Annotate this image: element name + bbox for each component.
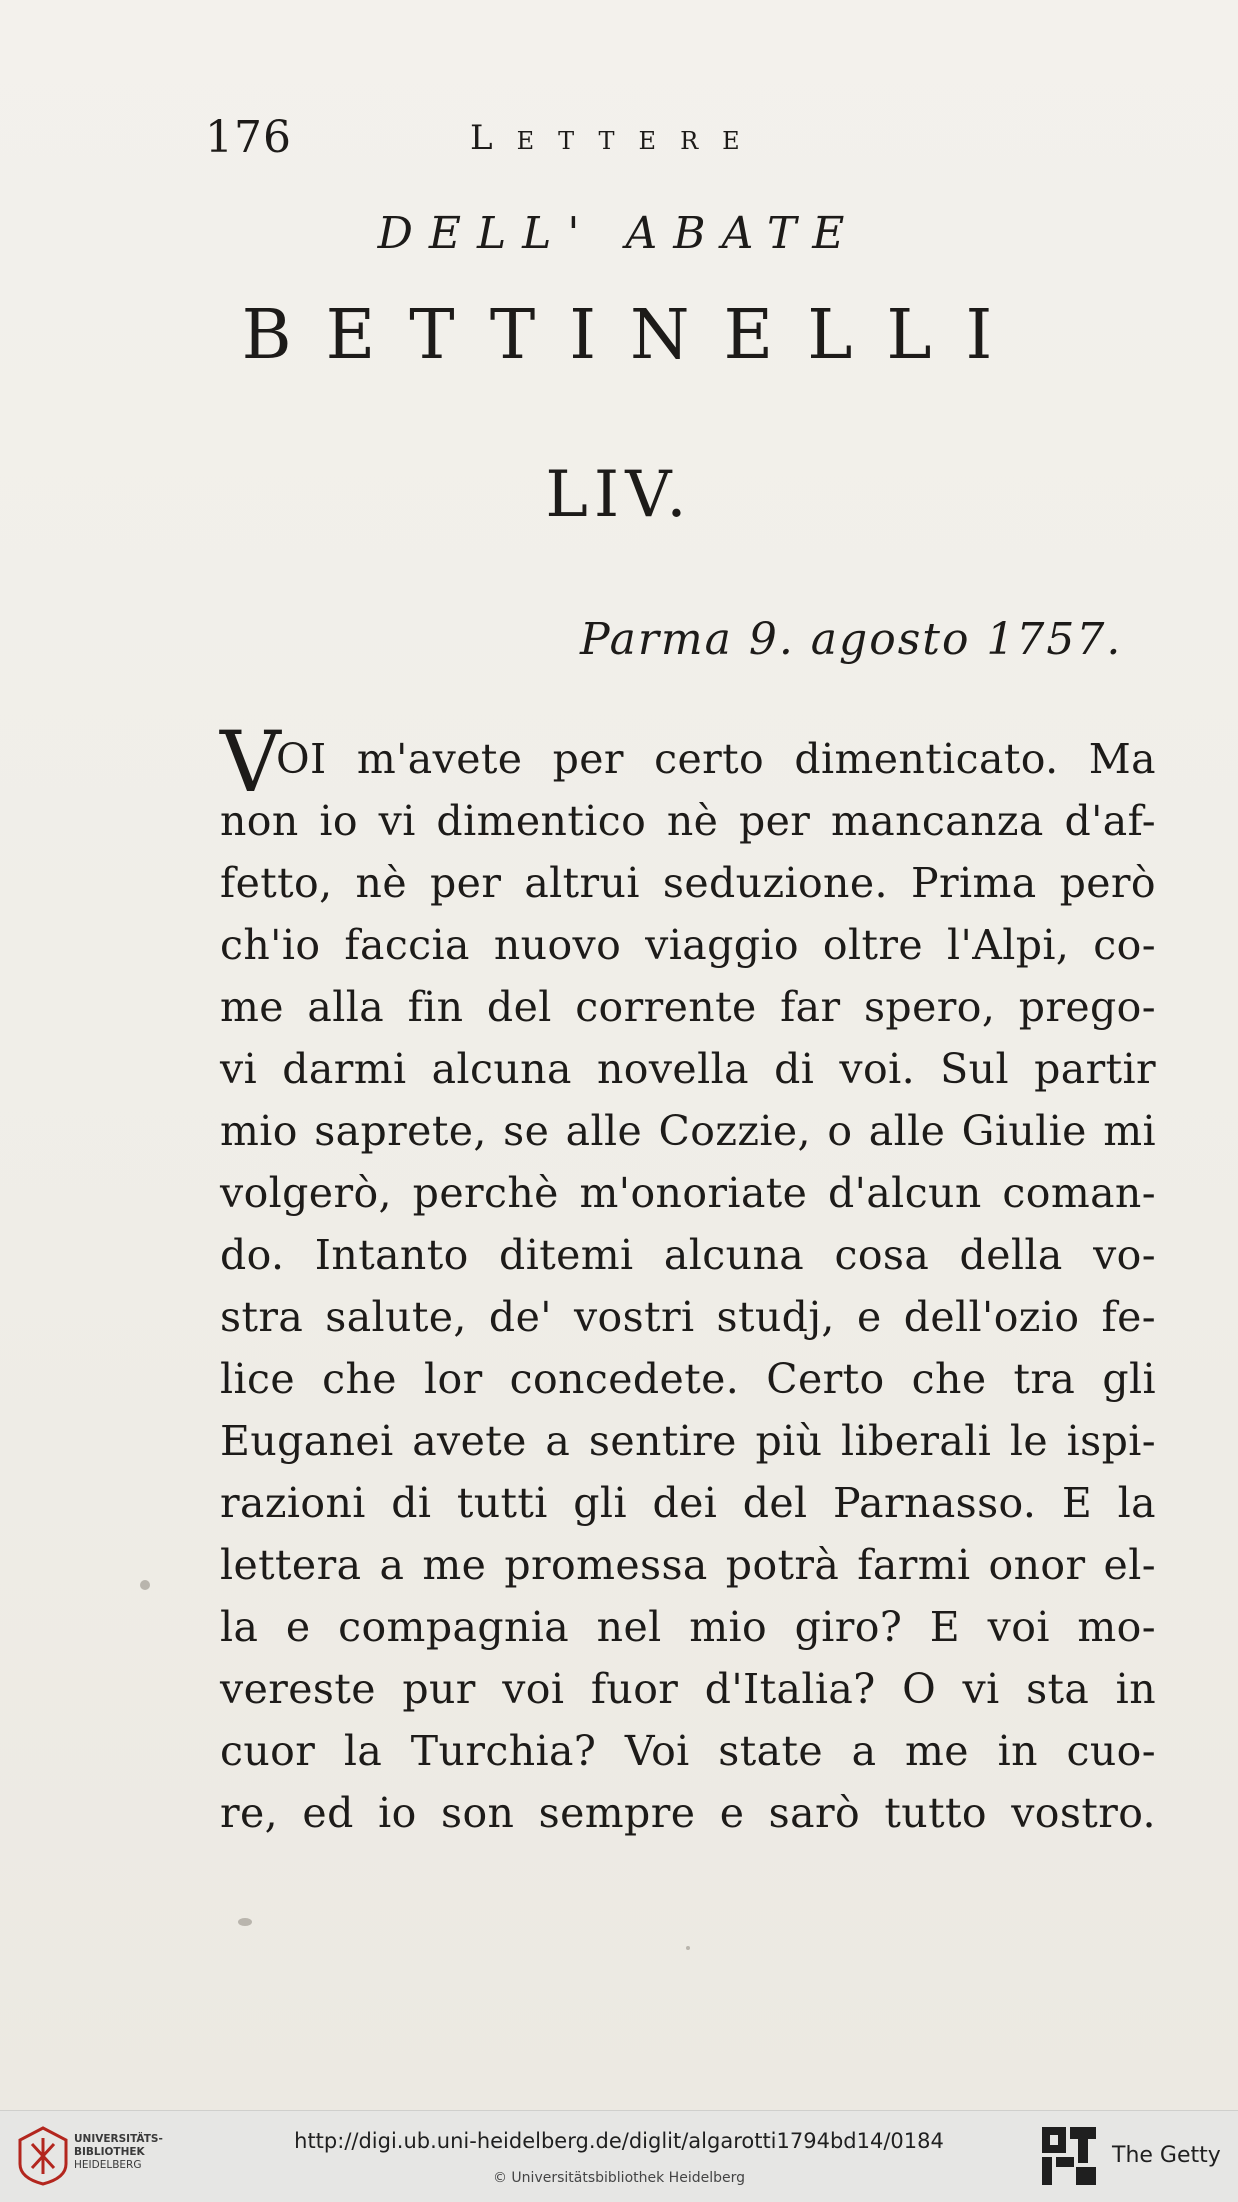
running-head: [205, 112, 905, 172]
text-line: lice che lor concedete. Certo che tra gli: [220, 1355, 1156, 1403]
text-line: stra salute, de' vostri studj, e dell'ozio fe-: [220, 1293, 1156, 1341]
getty-label[interactable]: The Getty: [1112, 2143, 1221, 2168]
text-line: do. Intanto ditemi alcuna cosa della vo-: [220, 1231, 1156, 1279]
text-line: vi darmi alcuna novella di voi. Sul partir: [220, 1045, 1156, 1093]
text-line: Euganei avete a sentire più liberali le ispi-: [220, 1417, 1156, 1465]
paper-speck: [238, 1918, 252, 1926]
letter-heading-author-prefix: DELL' ABATE: [377, 208, 861, 259]
text-line: non io vi dimentico nè per mancanza d'af-: [220, 797, 1156, 845]
text-line: fetto, nè per altrui seduzione. Prima però: [220, 859, 1156, 907]
page-number: 176: [205, 112, 292, 163]
text-line: volgerò, perchè m'onoriate d'alcun coman-: [220, 1169, 1156, 1217]
library-name-line: HEIDELBERG: [74, 2159, 142, 2171]
text-line: re, ed io son sempre e sarò tutto vostro.: [220, 1789, 1156, 1837]
text-line: lettera a me promessa potrà farmi onor el-: [220, 1541, 1156, 1589]
text-line: mio saprete, se alle Cozzie, o alle Giulie mi: [220, 1107, 1156, 1155]
letter-number: LIV.: [545, 458, 693, 532]
text-line: OI m'avete per certo dimenticato. Ma: [276, 735, 1156, 783]
library-name-line: UNIVERSITÄTS-: [74, 2133, 163, 2145]
text-line: la e compagnia nel mio giro? E voi mo-: [220, 1603, 1156, 1651]
getty-logo-icon[interactable]: [1040, 2125, 1098, 2187]
viewer-footer: [0, 2110, 1238, 2202]
text-line: cuor la Turchia? Voi state a me in cuo-: [220, 1727, 1156, 1775]
letter-body: [220, 713, 1156, 1844]
library-name-line: BIBLIOTHEK: [74, 2146, 145, 2158]
dateline: Parma 9. agosto 1757.: [580, 614, 1123, 665]
text-line: ch'io faccia nuovo viaggio oltre l'Alpi, co-: [220, 921, 1156, 969]
paper-speck: [686, 1946, 690, 1950]
text-line: me alla fin del corrente far spero, prego-: [220, 983, 1156, 1031]
text-line: vereste pur voi fuor d'Italia? O vi sta in: [220, 1665, 1156, 1713]
permalink-url[interactable]: http://digi.ub.uni-heidelberg.de/diglit/algarotti1794bd14/0184: [294, 2129, 944, 2153]
drop-cap: V: [220, 713, 281, 811]
paper-speck: [140, 1580, 150, 1590]
running-title: Lettere: [470, 118, 764, 158]
letter-heading-author: BETTINELLI: [241, 296, 1027, 375]
copyright-notice: © Universitätsbibliothek Heidelberg: [492, 2170, 745, 2186]
text-line: razioni di tutti gli dei del Parnasso. E la: [220, 1479, 1156, 1527]
